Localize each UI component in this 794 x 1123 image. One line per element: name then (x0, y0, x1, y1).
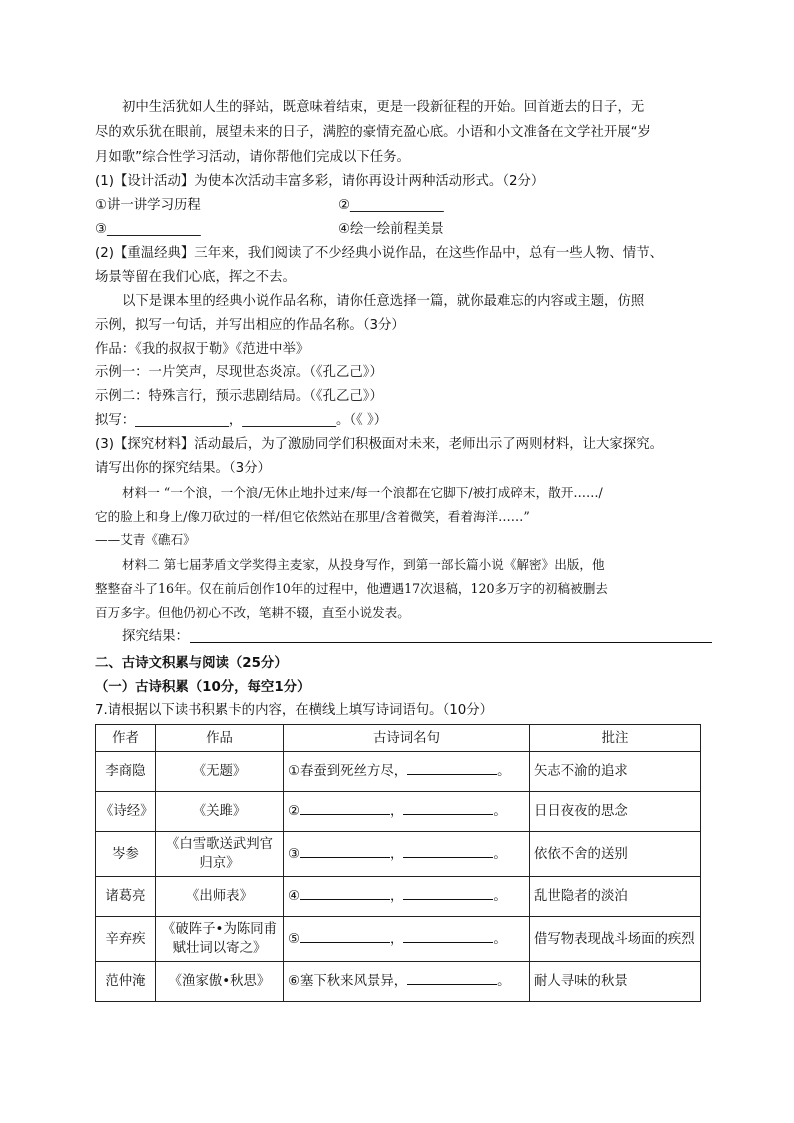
q2-instruction-line-2: 示例，拟写一句话，并写出相应的作品名称。（3分） (95, 318, 405, 333)
row-note: 借写物表现战斗场面的疾烈 (530, 917, 701, 962)
table-header-row (96, 725, 701, 752)
verse-number: ③ (288, 846, 301, 862)
row-verse (284, 832, 530, 877)
row-author: 辛弃疾 (96, 917, 156, 962)
verse-blank-2[interactable] (403, 930, 493, 943)
verse-given: 塞下秋来风景异， (300, 974, 408, 989)
question-7-prompt: 7.请根据以下读书积累卡的内容，在横线上填写诗词语句。（10分） (95, 703, 494, 718)
header-author: 作者 (96, 725, 156, 752)
q3-result-answer-line[interactable] (190, 642, 712, 643)
q1-option-4: ④绘一绘前程美景 (338, 222, 444, 237)
intro-line-1: 初中生活犹如人生的驿站，既意味着结束，更是一段新征程的开始。回首逝去的日子，无 (122, 100, 645, 115)
table-row (96, 962, 701, 1002)
row-verse (284, 877, 530, 917)
poetry-card-table (95, 724, 701, 1002)
q2-prompt-line-2: 场景等留在我们心底，挥之不去。 (95, 270, 296, 285)
material-1-line-2: 它的脸上和身上/像刀砍过的一样/但它依然站在那里/含着微笑，看着海洋……” (95, 509, 530, 524)
material-1-source: ——艾青《礁石》 (95, 532, 196, 547)
table-row (96, 752, 701, 792)
row-work: 《出师表》 (156, 877, 284, 917)
row-note: 矢志不渝的追求 (530, 752, 701, 792)
section-2-subtitle: （一）古诗积累（10分，每空1分） (95, 680, 311, 695)
row-note: 日日夜夜的思念 (530, 792, 701, 832)
verse-number: ② (288, 804, 301, 819)
row-verse (284, 752, 530, 792)
verse-mid: ， (390, 846, 404, 862)
q3-result-label: 探究结果： (122, 629, 189, 644)
intro-line-2: 尽的欢乐犹在眼前，展望未来的日子，满腔的豪情充盈心底。小语和小文准备在文学社开展“岁 (95, 125, 651, 140)
verse-given: 春蚕到死丝方尽， (300, 764, 408, 779)
row-author: 岑参 (96, 832, 156, 877)
verse-blank-1[interactable] (300, 802, 390, 815)
row-work: 《渔家傲•秋思》 (156, 962, 284, 1002)
row-author: 《诗经》 (96, 792, 156, 832)
table-row (96, 832, 701, 877)
material-2-line-1: 材料二 第七届茅盾文学奖得主麦家，从投身写作，到第一部长篇小说《解密》出版，他 (122, 557, 605, 572)
verse-number: ⑤ (288, 931, 301, 947)
row-verse (284, 917, 530, 962)
verse-mid: ， (390, 931, 404, 947)
verse-blank-1[interactable] (300, 887, 390, 900)
q1-option-1: ①讲一讲学习历程 (95, 198, 201, 213)
verse-blank-1[interactable] (300, 845, 390, 858)
q3-prompt-line-2: 请写出你的探究结果。（3分） (95, 461, 271, 476)
verse-number: ④ (288, 889, 301, 904)
row-note: 依依不舍的送别 (530, 832, 701, 877)
verse-mid: ， (390, 889, 404, 904)
q1-prompt: (1)【设计活动】为使本次活动丰富多彩，请你再设计两种活动形式。（2分） (95, 174, 545, 189)
q2-prompt-line-1: (2)【重温经典】三年来，我们阅读了不少经典小说作品，在这些作品中，总有一些人物、情节、 (95, 246, 663, 261)
section-2-title: 二、古诗文积累与阅读（25分） (95, 656, 288, 671)
table-row (96, 917, 701, 962)
verse-blank-1[interactable] (407, 972, 497, 985)
verse-number: ① (288, 764, 301, 779)
row-work: 《关雎》 (156, 792, 284, 832)
material-1-line-1: 材料一 “一个浪，一个浪/无休止地扑过来/每一个浪都在它脚下/被打成碎末，散开……/ (122, 485, 603, 500)
row-author: 范仲淹 (96, 962, 156, 1002)
verse-end: 。 (493, 931, 507, 947)
row-work: 《白雪歌送武判官归京》 (156, 832, 284, 877)
q3-prompt-line-1: (3)【探究材料】活动最后，为了激励同学们积极面对未来，老师出示了两则材料，让大家探究。 (95, 437, 663, 452)
verse-mid: ， (390, 804, 404, 819)
table-row (96, 877, 701, 917)
verse-end: 。 (497, 974, 511, 989)
header-verse: 古诗词名句 (284, 725, 530, 752)
header-note: 批注 (530, 725, 701, 752)
intro-line-3: 月如歌”综合性学习活动，请你帮他们完成以下任务。 (95, 150, 410, 165)
q2-draft-blank[interactable]: 拟写：______________，______________。（《 》） (95, 413, 388, 428)
verse-blank-2[interactable] (403, 845, 493, 858)
q2-example-1: 示例一：一片笑声，尽现世态炎凉。（《孔乙己》） (95, 365, 383, 380)
verse-blank-2[interactable] (403, 887, 493, 900)
row-work: 《无题》 (156, 752, 284, 792)
verse-blank-1[interactable] (300, 930, 390, 943)
row-work: 《破阵子•为陈同甫赋壮词以寄之》 (156, 917, 284, 962)
row-verse (284, 792, 530, 832)
q2-example-2: 示例二：特殊言行，预示悲剧结局。（《孔乙己》） (95, 389, 383, 404)
verse-number: ⑥ (288, 974, 301, 989)
verse-end: 。 (493, 804, 507, 819)
verse-blank-2[interactable] (403, 802, 493, 815)
q2-works: 作品：《我的叔叔于勒》《范进中举》 (95, 342, 310, 357)
verse-end: 。 (497, 764, 511, 779)
q1-option-2-blank[interactable]: ②______________ (338, 198, 444, 213)
material-2-line-2: 整整奋斗了16年。仅在前后创作10年的过程中，他遭遇17次退稿，120多万字的初稿被删去 (95, 581, 608, 596)
q2-instruction-line-1: 以下是课本里的经典小说作品名称，请你任意选择一篇，就你最难忘的内容或主题，仿照 (122, 294, 645, 309)
verse-end: 。 (493, 846, 507, 862)
row-note: 耐人寻味的秋景 (530, 962, 701, 1002)
row-verse (284, 962, 530, 1002)
verse-blank-1[interactable] (407, 762, 497, 775)
verse-end: 。 (493, 889, 507, 904)
header-work: 作品 (156, 725, 284, 752)
table-row (96, 792, 701, 832)
q1-option-3-blank[interactable]: ③______________ (95, 222, 201, 237)
row-author: 诸葛亮 (96, 877, 156, 917)
row-author: 李商隐 (96, 752, 156, 792)
material-2-line-3: 百万多字。但他仍初心不改，笔耕不辍，直至小说发表。 (95, 605, 410, 620)
row-note: 乱世隐者的淡泊 (530, 877, 701, 917)
